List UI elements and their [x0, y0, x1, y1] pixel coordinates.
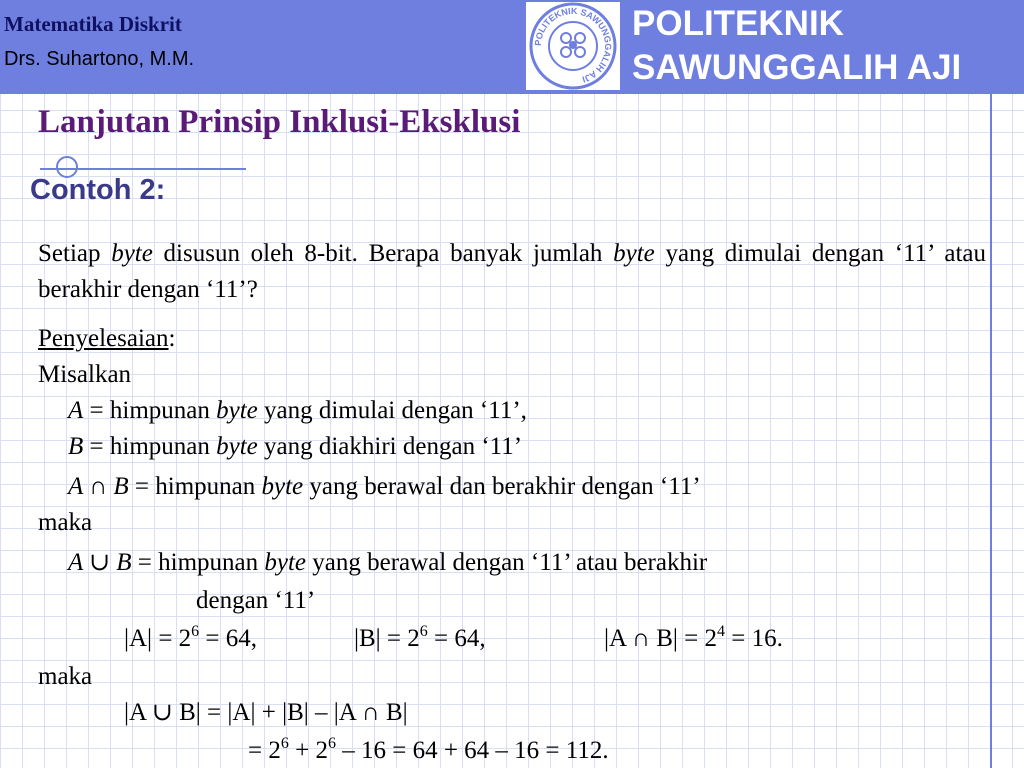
definition-a-intersect-b: A ∩ B = himpunan byte yang berawal dan berakhir dengan ‘11’	[68, 473, 701, 500]
inclusion-exclusion-formula: |A ∪ B| = |A| + |B| – |A ∩ B|	[124, 699, 408, 726]
definition-a-union-b: A ∪ B = himpunan byte yang berawal dengan ‘11’ atau berakhir	[68, 549, 708, 576]
course-title: Matematika Diskrit	[4, 12, 182, 36]
calculation-result: = $2^6 + 2^6 - 16 = 64 + 64 - 16 = 112$.	[248, 735, 609, 764]
maka-text-2: maka	[38, 663, 93, 690]
cardinality-a: $|A| = 2^6 = 64$,	[124, 623, 258, 652]
decorative-vertical-line	[990, 94, 992, 768]
slide-subtitle: Contoh 2:	[30, 174, 166, 206]
institution-name-line1: POLITEKNIK	[632, 4, 844, 43]
solution-heading: Penyelesaian:	[38, 325, 176, 352]
misalkan-text: Misalkan	[38, 361, 132, 388]
problem-statement: Setiap byte disusun oleh 8-bit. Berapa banyak jumlah byte yang dimulai dengan ‘11’ atau berakhir dengan ‘11’?	[38, 240, 986, 303]
slide-header	[0, 0, 1024, 94]
lecturer-name: Drs. Suhartono, M.M.	[4, 48, 195, 70]
svg-text:POLITEKNIK SAWUNGGALIH AJI: POLITEKNIK SAWUNGGALIH AJI	[532, 5, 614, 85]
cardinality-a-intersect-b: |A ∩ $B| = 2^4 = 16$.	[604, 623, 783, 652]
cardinality-b: $|B| = 2^6 = 64$,	[354, 623, 486, 652]
slide-title: Lanjutan Prinsip Inklusi-Eksklusi	[38, 104, 521, 140]
institution-logo-icon	[526, 2, 620, 90]
definition-a-union-b-continued: dengan ‘11’	[196, 587, 316, 614]
maka-text-1: maka	[38, 509, 93, 536]
institution-name-line2: SAWUNGGALIH AJI	[632, 48, 962, 87]
definition-a: A = himpunan byte yang dimulai dengan ‘11’,	[68, 397, 527, 424]
institution-name	[632, 2, 961, 90]
definition-b: B = himpunan byte yang diakhiri dengan ‘11’	[68, 433, 523, 460]
